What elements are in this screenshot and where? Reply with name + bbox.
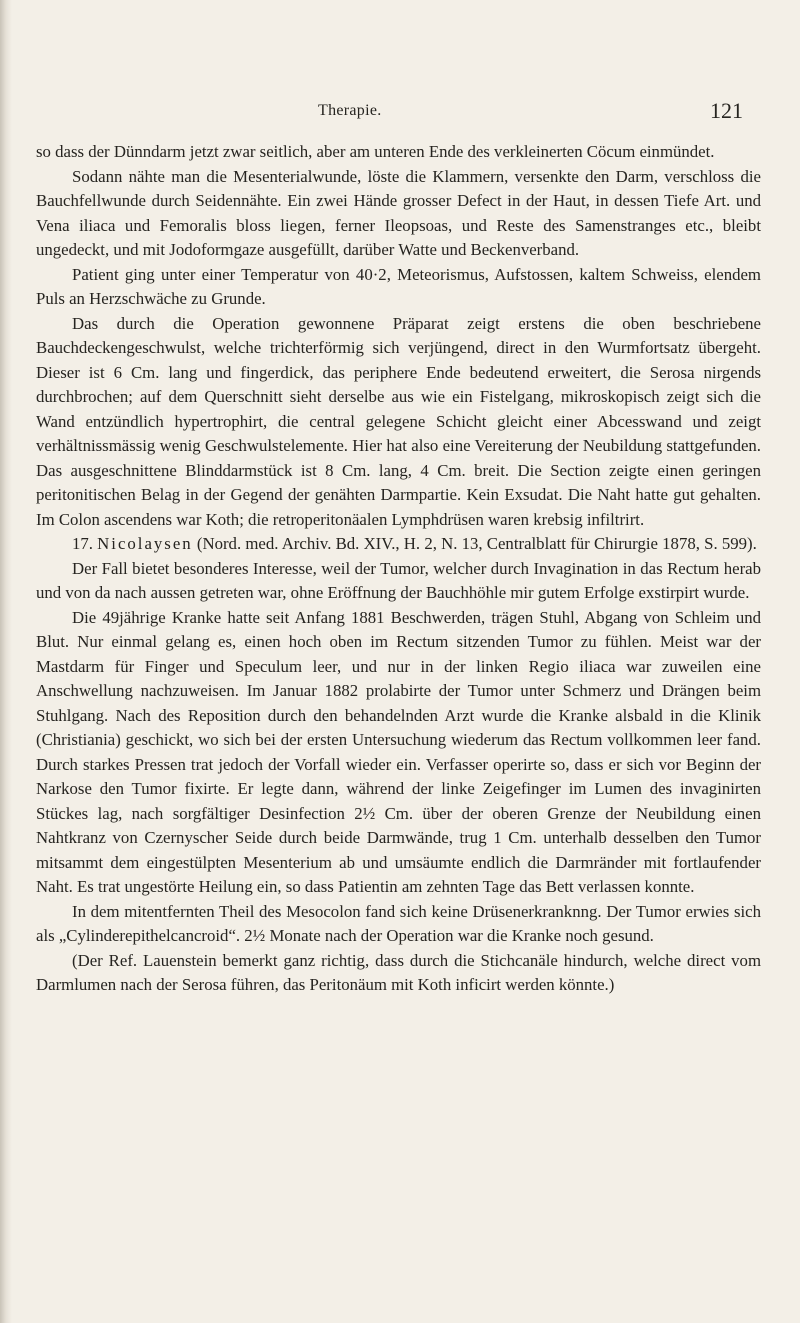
page-binding-shadow <box>0 0 12 1323</box>
case-reference-paragraph <box>36 532 761 557</box>
paragraph: (Der Ref. Lauenstein bemerkt ganz richtig, dass durch die Stichcanäle hindurch, welche direct vom Darmlumen nach der Serosa führen, das Peritonäum mit Koth inficirt werden könnte.) <box>36 950 761 994</box>
page-number: 121 <box>710 98 743 123</box>
paragraph: Patient ging unter einer Temperatur von 40·2, Meteorismus, Aufstossen, kaltem Schweiss, elendem Puls an Herzschwäche zu Grunde. <box>36 264 761 308</box>
body-text <box>36 140 761 998</box>
paragraph: In dem mitentfernten Theil des Mesocolon fand sich keine Drüsenerkranknng. Der Tumor erwies sich als „Cylinderepithelcancroid“. 2½ Monate nach der Operation war die Kranke noch gesund. <box>36 901 761 945</box>
case-number: 17. <box>72 534 98 553</box>
paragraph: Die 49jährige Kranke hatte seit Anfang 1881 Beschwerden, trägen Stuhl, Abgang von Schleim und Blut. Nur einmal gelang es, einen hoch oben im Rectum sitzenden Tumor zu fühlen. Meist war der Mastdarm für Finger und Speculum leer, und nur in der linken Regio iliaca war zuweilen eine Anschwellung nachzuweisen. Im Januar 1882 prolabirte der Tumor unter Schmerz und Drängen beim Stuhlgang. Nach des Reposition durch den behandelnden Arzt wurde die Kranke alsbald in die Klinik (Christiania) geschickt, wo sich bei der ersten Untersuchung wiederum das Rectum vollkommen leer fand. Durch starkes Pressen trat jedoch der Vorfall wieder ein. Verfasser operirte so, dass er sich vor Beginn der Narkose den Tumor fixirte. Er legte dann, während der linke Zeigefinger im Lumen des invaginirten Stückes lag, nach sorgfältiger Desinfection 2½ Cm. über der oberen Grenze der Neubildung einen Nahtkranz von Czernyscher Seide durch beide Darmwände, trug 1 Cm. unterhalb desselben den Tumor mitsammt dem eingestülpten Mesenterium ab und umsäumte endlich die Darmränder mit fortlaufender Naht. Es trat ungestörte Heilung ein, so dass Patientin am zehnten Tage das Bett verlassen konnte. <box>36 607 761 896</box>
citation-text: (Nord. med. Archiv. Bd. XIV., H. 2, N. 13, Centralblatt für Chirurgie 1878, S. 599). <box>192 534 757 553</box>
paragraph: Das durch die Operation gewonnene Präparat zeigt erstens die oben beschriebene Bauchdeckengeschwulst, welche trichterförmig sich verjüngend, direct in den Wurmfortsatz übergeht. Dieser ist 6 Cm. lang und fingerdick, das periphere Ende bedeutend erweitert, die Serosa nirgends durchbrochen; auf dem Querschnitt sieht derselbe aus wie ein Fistelgang, mikroskopisch zeigt sich die Wand entzündlich hypertrophirt, die central gelegene Schicht gleicht einer Abcesswand und zeigt verhältnissmässig wenig Geschwulstelemente. Hier hat also eine Vereiterung der Neubildung stattgefunden. Das ausgeschnittene Blinddarmstück ist 8 Cm. lang, 4 Cm. breit. Die Section zeigte einen geringen peritonitischen Belag in der Gegend der genähten Darmpartie. Kein Exsudat. Die Naht hatte gut gehalten. Im Colon ascendens war Koth; die retroperitonäalen Lymphdrüsen waren krebsig infiltrirt. <box>36 313 761 529</box>
running-head: Therapie. <box>318 102 382 119</box>
paragraph: Der Fall bietet besonderes Interesse, weil der Tumor, welcher durch Invagination in das Rectum herab und von da nach aussen getreten war, ohne Eröffnung der Bauchhöhle mir gutem Erfolge exstirpirt wurde. <box>36 558 761 602</box>
paragraph: so dass der Dünndarm jetzt zwar seitlich, aber am unteren Ende des verkleinerten Cöcum einmündet. <box>36 142 715 161</box>
author-name: Nicolaysen <box>97 534 193 553</box>
paragraph: Sodann nähte man die Mesenterialwunde, löste die Klammern, versenkte den Darm, verschloss die Bauchfellwunde durch Seidennähte. Ein zwei Hände grosser Defect in der Haut, in dessen Tiefe Art. und Vena iliaca und Femoralis bloss liegen, ferner Ileopsoas, und Reste des Samenstranges etc., bleibt ungedeckt, und mit Jodoformgaze ausgefüllt, darüber Watte und Beckenverband. <box>36 166 761 259</box>
page-header <box>0 98 800 128</box>
